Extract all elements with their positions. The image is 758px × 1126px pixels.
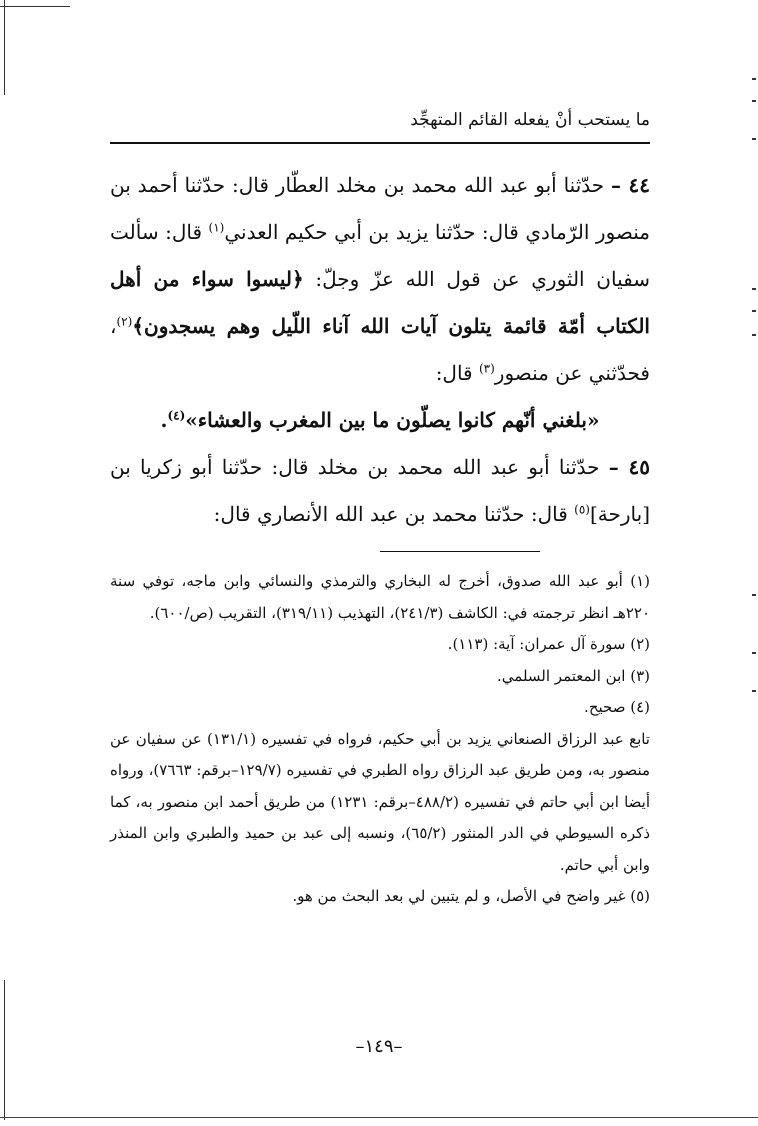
hadith-44-quote [110,397,650,444]
footnote-4: (٤) صحيح. [584,698,650,716]
hadith-44-text-d: قال: [435,361,479,385]
quote-text: «بلغني أنّهم كانوا يصلّون ما بين المغرب والعشاء» [185,408,600,432]
footnote-ref-3: (٣) [478,361,495,376]
hadith-44-text-b: قال: سألت سفيان الثوري عن قول الله عزّ وجلّ: [110,220,650,291]
hadith-44 [110,162,650,397]
footnote-ref-1: (١) [208,220,225,235]
hadith-45-text-b: قال: حدّثنا محمد بن عبد الله الأنصاري قال: [213,502,575,526]
footnote-5: (٥) غير واضح في الأصل، و لم يتبين لي بعد البحث من هو. [292,887,650,905]
hadith-number-45: ٤٥ – [608,455,650,479]
footnote-ref-4: (٤) [167,408,186,423]
footnote-3: (٣) ابن المعتمر السلمي. [497,666,650,685]
page-number: –١٤٩– [355,1036,403,1057]
main-text [110,162,650,538]
footnote-rule [380,551,540,552]
footnote-4-detail: تابع عبد الرزاق الصنعاني يزيد بن أبي حكيم، فرواه في تفسيره (١٣١/١) عن سفيان عن منصور به، ومن طريق عبد الرزاق رواه الطبري في تفسيره (١٢٩/٧–برقم: ٧٦٦٣)، ورواه أيضا ابن أبي حاتم في تفسيره (٤٨٨/٢–برقم: ١٢٣١) من طريق أحمد ابن منصور به، كما ذكره السيوطي في الدر المنثور (٦٥/٢)، ونسبه إلى عبد بن حميد والطبري وابن المنذر وابن أبي حاتم. [110,729,651,874]
footnote-2: (٢) سورة آل عمران: آية: (١١٣). [447,635,650,653]
footnote-ref-2: (٢) [116,314,133,329]
quran-verse: ﴿ليسوا سواء من أهل الكتاب أمّة قائمة يتلون آيات الله آناء اللّيل وهم يسجدون﴾ [110,267,650,338]
footnotes [110,566,650,913]
hadith-45 [110,444,650,538]
scan-edge-left [4,0,5,95]
hadith-44-text-c: ، فحدّثني عن منصور [110,314,650,385]
scan-edge-bottom [0,1117,758,1118]
quote-end: . [160,408,168,432]
footnote-1: (١) أبو عبد الله صدوق، أخرج له البخاري والترمذي والنسائي وابن ماجه، توفي سنة ٢٢٠هـ انظر ترجمته في: الكاشف (٢٤١/٣)، التهذيب (٣١٩/١١)، التقريب (ص/٦٠٠). [110,572,650,622]
hadith-number-44: ٤٤ – [611,173,651,197]
footnote-ref-5: (٥) [574,502,590,517]
scan-edge-top [0,6,70,7]
hadith-45-text-a: حدّثنا أبو عبد الله محمد بن مخلد قال: حدّثنا أبو زكريا بن [بارحة] [110,455,650,526]
running-head: ما يستحب أنْ يفعله القائم المتهجِّد [410,110,650,130]
header-rule [110,142,650,144]
hadith-44-text-a: حدّثنا أبو عبد الله محمد بن مخلد العطّار قال: حدّثنا أحمد بن منصور الرّمادي قال: حدّثنا يزيد بن أبي حكيم العدني [110,173,650,244]
